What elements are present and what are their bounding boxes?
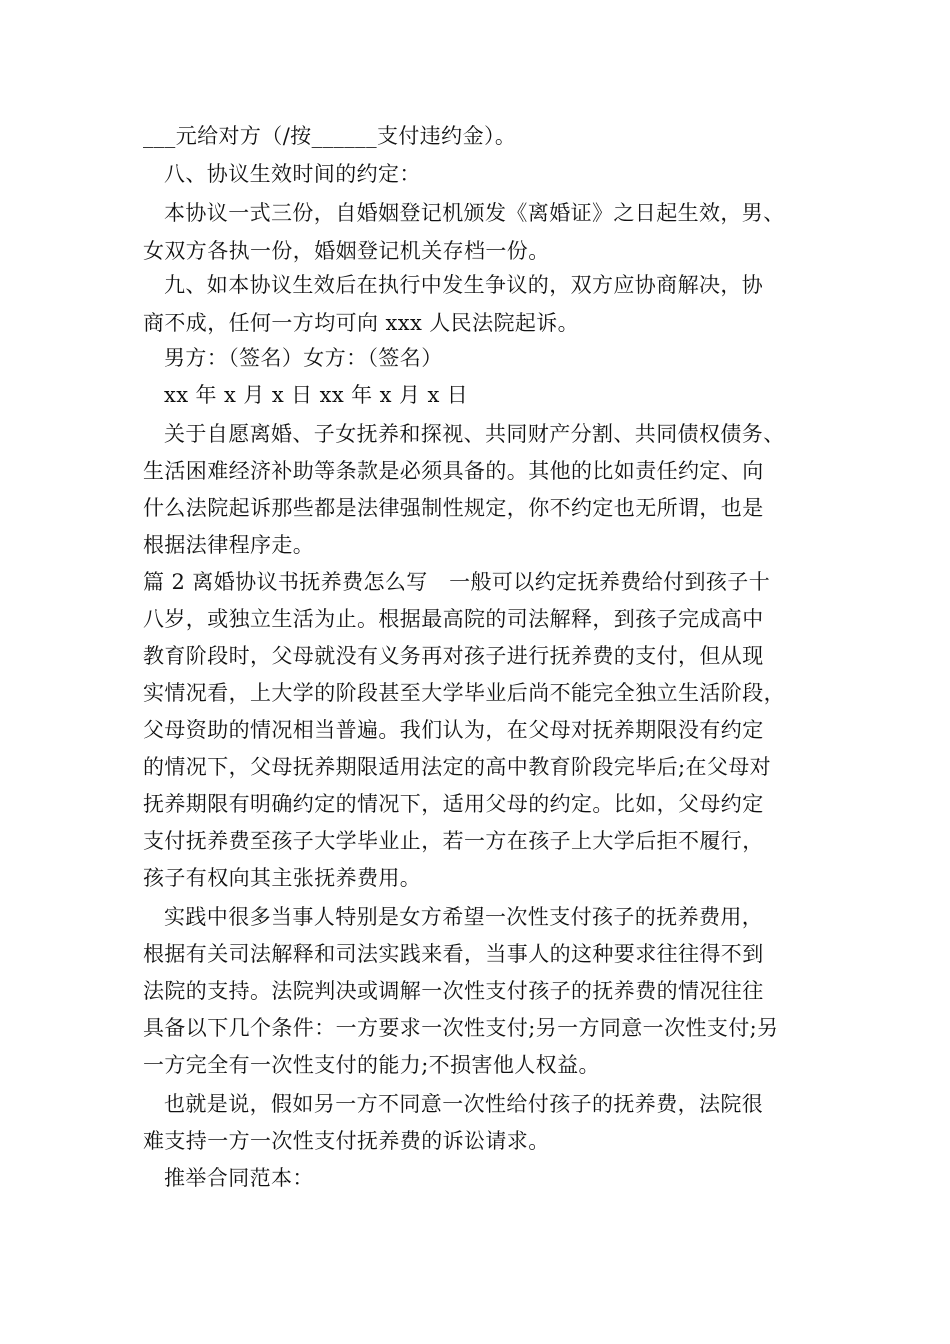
- text-line: [0, 825, 950, 857]
- text-line: [0, 603, 950, 635]
- line-text: 孩子有权向其主张抚养费用。: [143, 866, 422, 890]
- line-text: 难支持一方一次性支付抚养费的诉讼请求。: [143, 1129, 550, 1153]
- line-text: 男方：（签名）女方：（签名）: [164, 346, 443, 370]
- text-line: [0, 197, 950, 229]
- line-text: 根据有关司法解释和司法实践来看，当事人的这种要求往往得不到: [143, 942, 764, 966]
- line-text: xx 年 x 月 x 日 xx 年 x 月 x 日: [164, 383, 469, 407]
- text-line: [0, 640, 950, 672]
- text-line: [0, 529, 950, 561]
- text-line: [0, 307, 950, 339]
- text-line: [0, 1162, 950, 1194]
- line-text: 抚养期限有明确约定的情况下，适用父母的约定。比如，父母约定: [143, 792, 764, 816]
- line-text: 九、如本协议生效后在执行中发生争议的，双方应协商解决，协: [164, 273, 764, 297]
- line-text: 根据法律程序走。: [143, 533, 315, 557]
- line-text: 推举合同范本：: [164, 1166, 314, 1190]
- line-text: 女双方各执一份，婚姻登记机关存档一份。: [143, 239, 550, 263]
- line-text: 实情况看，上大学的阶段甚至大学毕业后尚不能完全独立生活阶段，: [143, 681, 785, 705]
- line-text: 法院的支持。法院判决或调解一次性支付孩子的抚养费的情况往往: [143, 979, 764, 1003]
- section-heading: [0, 269, 950, 301]
- text-line: [0, 492, 950, 524]
- text-line: [0, 120, 950, 152]
- text-line: [0, 1049, 950, 1081]
- line-text: 关于自愿离婚、子女抚养和探视、共同财产分割、共同债权债务、: [164, 422, 785, 446]
- line-text: 实践中很多当事人特别是女方希望一次性支付孩子的抚养费用，: [164, 905, 764, 929]
- line-text: 篇 2 离婚协议书抚养费怎么写 一般可以约定抚养费给付到孩子十: [143, 570, 771, 594]
- line-text: 一方完全有一次性支付的能力;不损害他人权益。: [143, 1053, 600, 1077]
- line-text: 八、协议生效时间的约定：: [164, 162, 421, 186]
- line-text: 什么法院起诉那些都是法律强制性规定，你不约定也无所谓，也是: [143, 496, 764, 520]
- text-line: [0, 1012, 950, 1044]
- text-line: [0, 418, 950, 450]
- line-text: 父母资助的情况相当普遍。我们认为，在父母对抚养期限没有约定: [143, 718, 764, 742]
- text-line: [0, 788, 950, 820]
- date-line: [0, 379, 950, 411]
- text-line: [0, 901, 950, 933]
- line-text: 教育阶段时，父母就没有义务再对孩子进行抚养费的支付，但从现: [143, 644, 764, 668]
- text-line: [0, 714, 950, 746]
- line-text: ___元给对方（/按______支付违约金）。: [143, 124, 517, 148]
- text-line: [0, 677, 950, 709]
- text-line: [0, 938, 950, 970]
- line-text: 八岁，或独立生活为止。根据最高院的司法解释，到孩子完成高中: [143, 607, 764, 631]
- line-text: 的情况下，父母抚养期限适用法定的高中教育阶段完毕后;在父母对: [143, 755, 772, 779]
- line-text: 本协议一式三份，自婚姻登记机颁发《离婚证》之日起生效，男、: [164, 201, 785, 225]
- text-line: [0, 1125, 950, 1157]
- line-text: 支付抚养费至孩子大学毕业止，若一方在孩子上大学后拒不履行，: [143, 829, 764, 853]
- text-line: [0, 455, 950, 487]
- line-text: 具备以下几个条件：一方要求一次性支付;另一方同意一次性支付;另: [143, 1016, 779, 1040]
- text-line: [0, 1088, 950, 1120]
- section-heading: [0, 158, 950, 190]
- text-line: [0, 975, 950, 1007]
- line-text: 也就是说，假如另一方不同意一次性给付孩子的抚养费，法院很: [164, 1092, 764, 1116]
- section-title-line: [0, 566, 950, 598]
- text-line: [0, 751, 950, 783]
- text-line: [0, 862, 950, 894]
- line-text: 商不成，任何一方均可向 xxx 人民法院起诉。: [143, 311, 580, 335]
- line-text: 生活困难经济补助等条款是必须具备的。其他的比如责任约定、向: [143, 459, 764, 483]
- signature-line: [0, 342, 950, 374]
- text-line: [0, 235, 950, 267]
